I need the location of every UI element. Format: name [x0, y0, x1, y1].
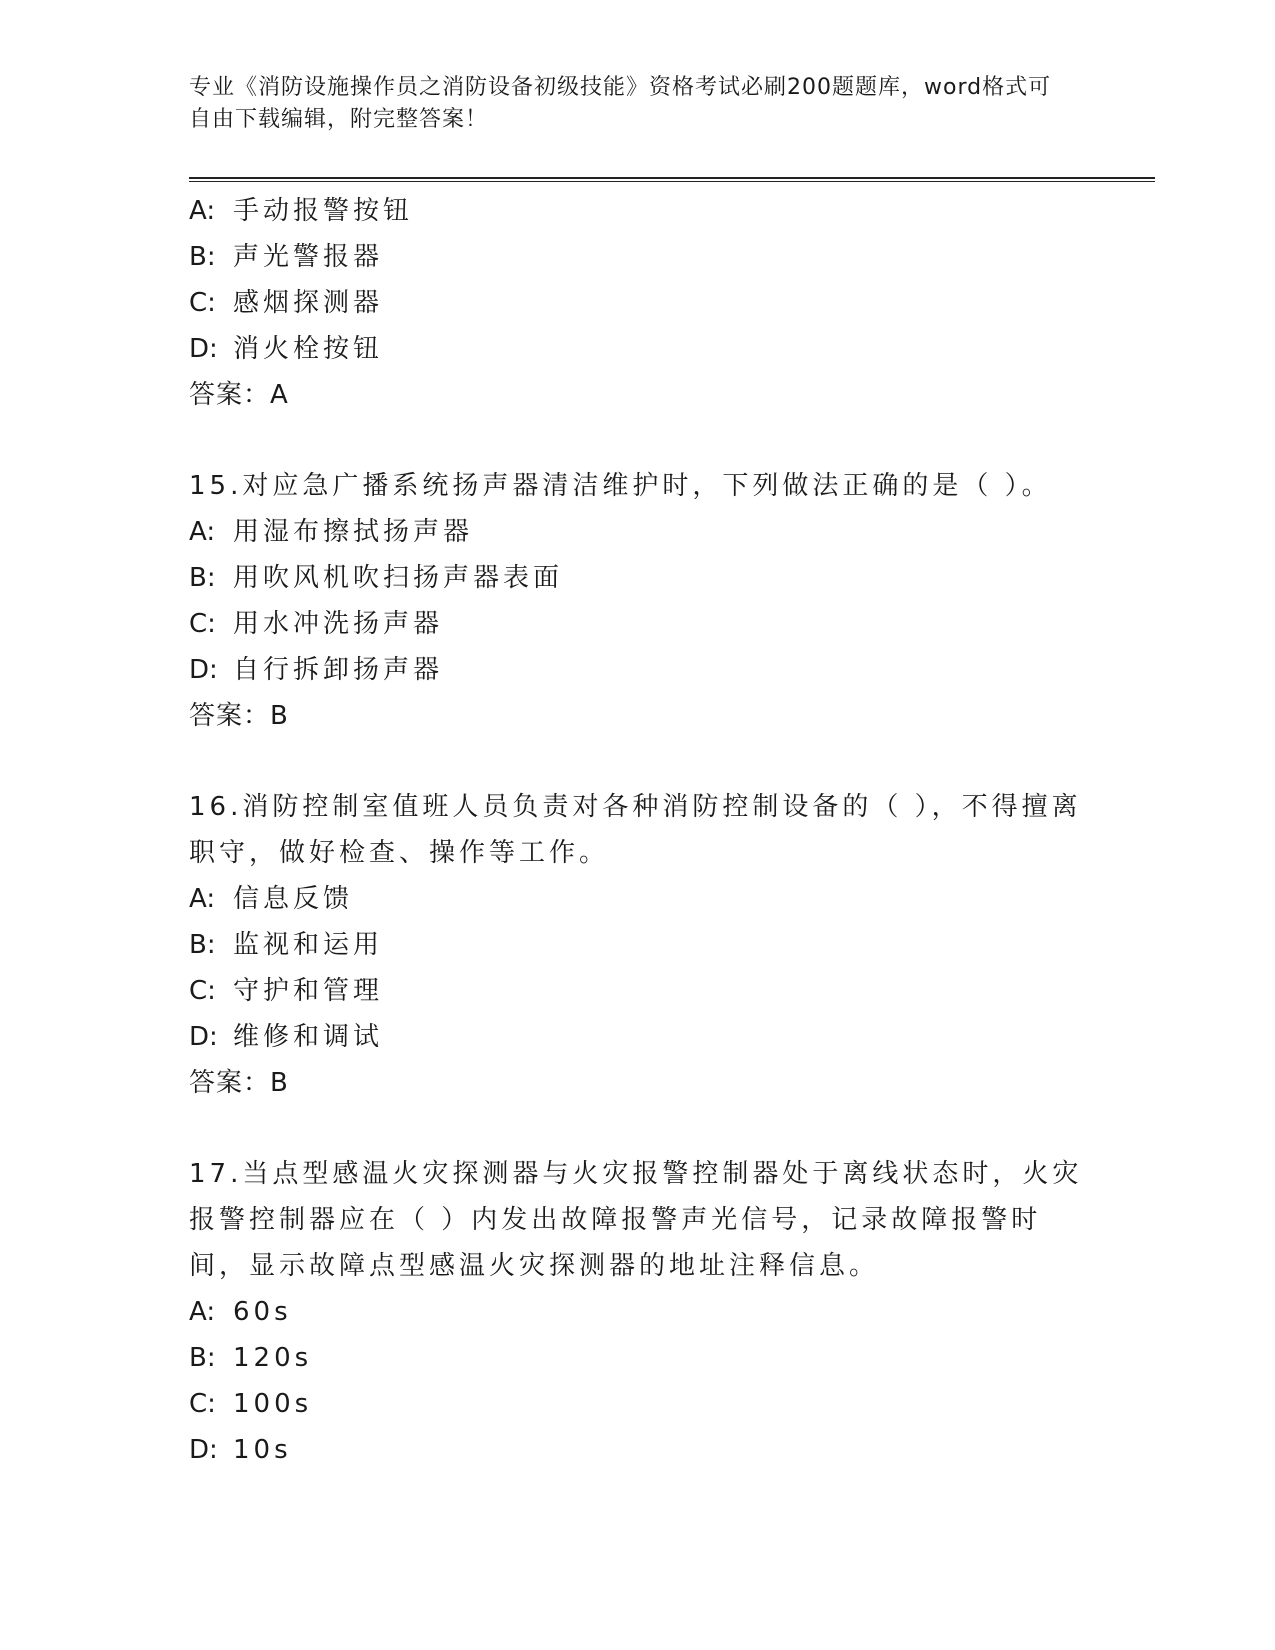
option-text: 感烟探测器: [233, 288, 384, 318]
option-text: 声光警报器: [233, 242, 384, 272]
spacer: [189, 418, 1089, 463]
question-17: [189, 1151, 1089, 1473]
question-list: [189, 188, 1089, 1473]
option-key: B:: [189, 930, 216, 960]
option-text: 信息反馈: [233, 884, 354, 914]
option-c: [189, 968, 1089, 1014]
question-stem: 17.当点型感温火灾探测器与火灾报警控制器处于离线状态时，火灾报警控制器应在（ ）内发出故障报警声光信号，记录故障报警时间，显示故障点型感温火灾探测器的地址注释信息。: [189, 1159, 1083, 1281]
answer-line: 答案：B: [189, 1068, 289, 1098]
option-key: C:: [189, 288, 216, 318]
option-key: D:: [189, 1022, 218, 1052]
option-text: 120s: [233, 1343, 313, 1373]
question-stem: 15.对应急广播系统扬声器清洁维护时，下列做法正确的是（ ）。: [189, 471, 1052, 501]
option-text: 守护和管理: [233, 976, 384, 1006]
question-stem: 16.消防控制室值班人员负责对各种消防控制设备的（ ），不得擅离职守，做好检查、操作等工作。: [189, 792, 1082, 868]
option-text: 手动报警按钮: [233, 196, 414, 226]
option-key: C:: [189, 976, 216, 1006]
option-text: 自行拆卸扬声器: [233, 655, 444, 685]
option-d: [189, 326, 1089, 372]
option-text: 100s: [233, 1389, 313, 1419]
option-key: B:: [189, 242, 216, 272]
option-b: [189, 922, 1089, 968]
answer-line: 答案：A: [189, 380, 289, 410]
option-d: [189, 1427, 1089, 1473]
option-key: C:: [189, 1389, 216, 1419]
option-key: D:: [189, 1435, 218, 1465]
option-key: A:: [189, 517, 216, 547]
option-key: B:: [189, 563, 216, 593]
option-text: 用吹风机吹扫扬声器表面: [233, 563, 564, 593]
option-text: 消火栓按钮: [233, 334, 384, 364]
option-c: [189, 280, 1089, 326]
option-key: D:: [189, 655, 218, 685]
option-key: B:: [189, 1343, 216, 1373]
option-a: [189, 188, 1089, 234]
option-text: 60s: [233, 1297, 292, 1327]
option-a: [189, 509, 1089, 555]
option-text: 用水冲洗扬声器: [233, 609, 444, 639]
question-16: [189, 784, 1089, 1106]
option-text: 维修和调试: [233, 1022, 384, 1052]
option-c: [189, 1381, 1089, 1427]
question-14-continuation: [189, 188, 1089, 418]
option-d: [189, 647, 1089, 693]
option-d: [189, 1014, 1089, 1060]
option-text: 监视和运用: [233, 930, 384, 960]
option-a: [189, 1289, 1089, 1335]
option-key: A:: [189, 1297, 216, 1327]
option-key: C:: [189, 609, 216, 639]
option-key: A:: [189, 884, 216, 914]
document-header: 专业《消防设施操作员之消防设备初级技能》资格考试必刷200题题库，word格式可自由下载编辑，附完整答案！: [189, 75, 1052, 132]
header-divider: [189, 177, 1155, 182]
option-c: [189, 601, 1089, 647]
option-text: 10s: [233, 1435, 292, 1465]
spacer: [189, 739, 1089, 784]
question-15: [189, 463, 1089, 739]
spacer: [189, 1106, 1089, 1151]
option-text: 用湿布擦拭扬声器: [233, 517, 474, 547]
answer-line: 答案：B: [189, 701, 289, 731]
option-b: [189, 1335, 1089, 1381]
option-key: A:: [189, 196, 216, 226]
option-b: [189, 234, 1089, 280]
option-a: [189, 876, 1089, 922]
option-key: D:: [189, 334, 218, 364]
option-b: [189, 555, 1089, 601]
